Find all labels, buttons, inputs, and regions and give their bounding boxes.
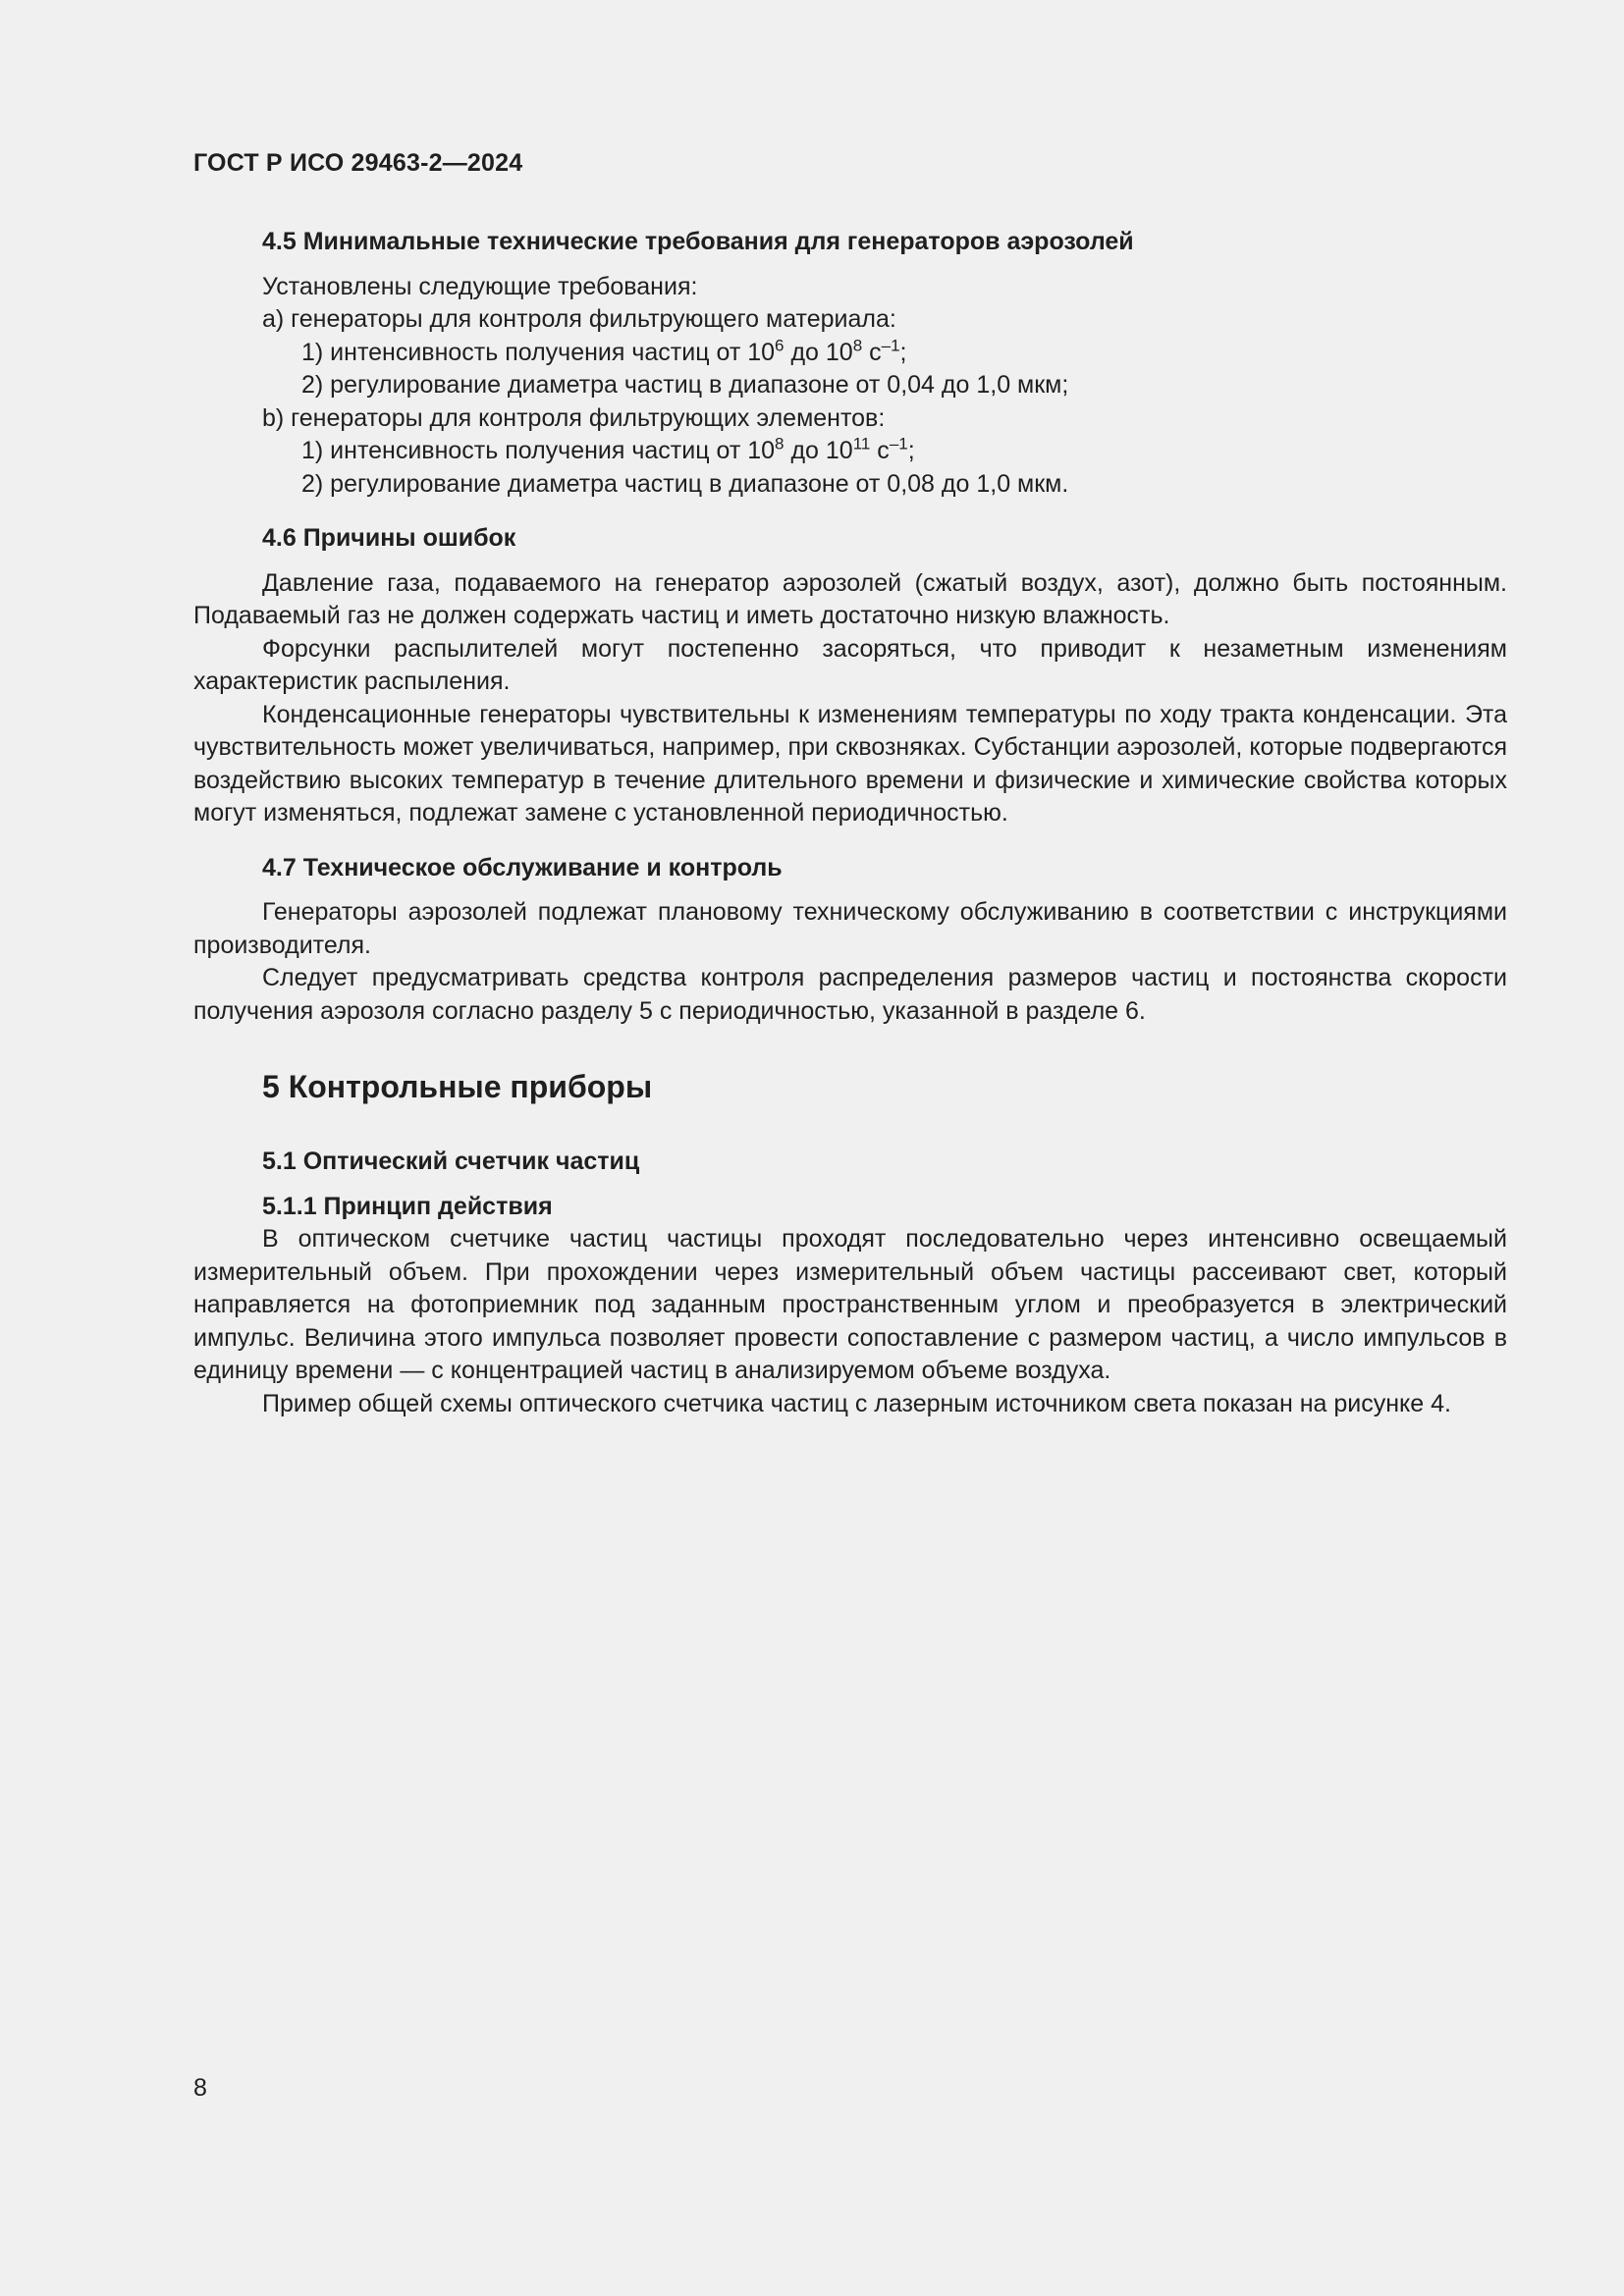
list-item-b: b) генераторы для контроля фильтрующих элементов: bbox=[262, 403, 886, 432]
section-4-7-paragraph-1: Генераторы аэрозолей подлежат плановому техническому обслуживанию в соответствии с инструкциями производителя. bbox=[193, 898, 1507, 959]
section-5-1-1-paragraph-2: Пример общей схемы оптического счетчика частиц с лазерным источником света показан на рисунке 4. bbox=[262, 1389, 1451, 1417]
section-4-6-paragraph-3: Конденсационные генераторы чувствительны к изменениям температуры по ходу тракта конденсации. Эта чувствительность может увеличиваться, например, при сквозняках. Субстанции аэрозолей, которые подвергаются воздействию высоких температур в течение длительного времени и физические и химические свойства которых могут изменяться, подлежат замене с установленной периодичностью. bbox=[193, 700, 1507, 827]
section-5-1-1-paragraph-1: В оптическом счетчике частиц частицы проходят последовательно через интенсивно освещаемый измерительный объем. При прохождении через измерительный объем частицы рассеивают свет, который направляется на фотоприемник под заданным пространственным углом и преобразуется в электрический импульс. Величина этого импульса позволяет провести сопоставление с размером частиц, а число импульсов в единицу времени — с концентрацией частиц в анализируемом объеме воздуха. bbox=[193, 1225, 1507, 1384]
section-5-title: 5 Контрольные приборы bbox=[262, 1069, 653, 1104]
section-5-1-title: 5.1 Оптический счетчик частиц bbox=[262, 1148, 640, 1175]
section-4-5-title: 4.5 Минимальные технические требования для генераторов аэрозолей bbox=[262, 228, 1134, 255]
document-body bbox=[193, 226, 1507, 1420]
list-item-a1: 1) интенсивность получения частиц от $10^6$ до $10^8$ $с^{-1}$; bbox=[301, 336, 907, 366]
section-4-6-paragraph-1: Давление газа, подаваемого на генератор аэрозолей (сжатый воздух, азот), должно быть постоянным. Подаваемый газ не должен содержать частиц и иметь достаточно низкую влажность. bbox=[193, 568, 1507, 629]
list-item-a2: 2) регулирование диаметра частиц в диапазоне от 0,04 до 1,0 мкм; bbox=[301, 371, 1069, 399]
page-number: 8 bbox=[193, 2074, 207, 2102]
section-4-7-paragraph-2: Следует предусматривать средства контроля распределения размеров частиц и постоянства скорости получения аэрозоля согласно разделу 5 с периодичностью, указанной в разделе 6. bbox=[193, 964, 1507, 1025]
section-5-1-1-title: 5.1.1 Принцип действия bbox=[262, 1192, 553, 1220]
section-4-6-paragraph-2: Форсунки распылителей могут постепенно засоряться, что приводит к незаметным изменениям характеристик распыления. bbox=[193, 634, 1507, 695]
section-4-6-title: 4.6 Причины ошибок bbox=[262, 524, 516, 552]
list-item-a: а) генераторы для контроля фильтрующего материала: bbox=[262, 305, 896, 333]
document-header: ГОСТ Р ИСО 29463-2—2024 bbox=[193, 149, 523, 177]
section-4-5-intro: Установлены следующие требования: bbox=[262, 272, 698, 300]
list-item-b1: 1) интенсивность получения частиц от $10^8$ до $10^{11}$ $с^{-1}$; bbox=[301, 434, 915, 464]
section-4-7-title: 4.7 Техническое обслуживание и контроль bbox=[262, 853, 783, 881]
list-item-b2: 2) регулирование диаметра частиц в диапазоне от 0,08 до 1,0 мкм. bbox=[301, 469, 1069, 498]
